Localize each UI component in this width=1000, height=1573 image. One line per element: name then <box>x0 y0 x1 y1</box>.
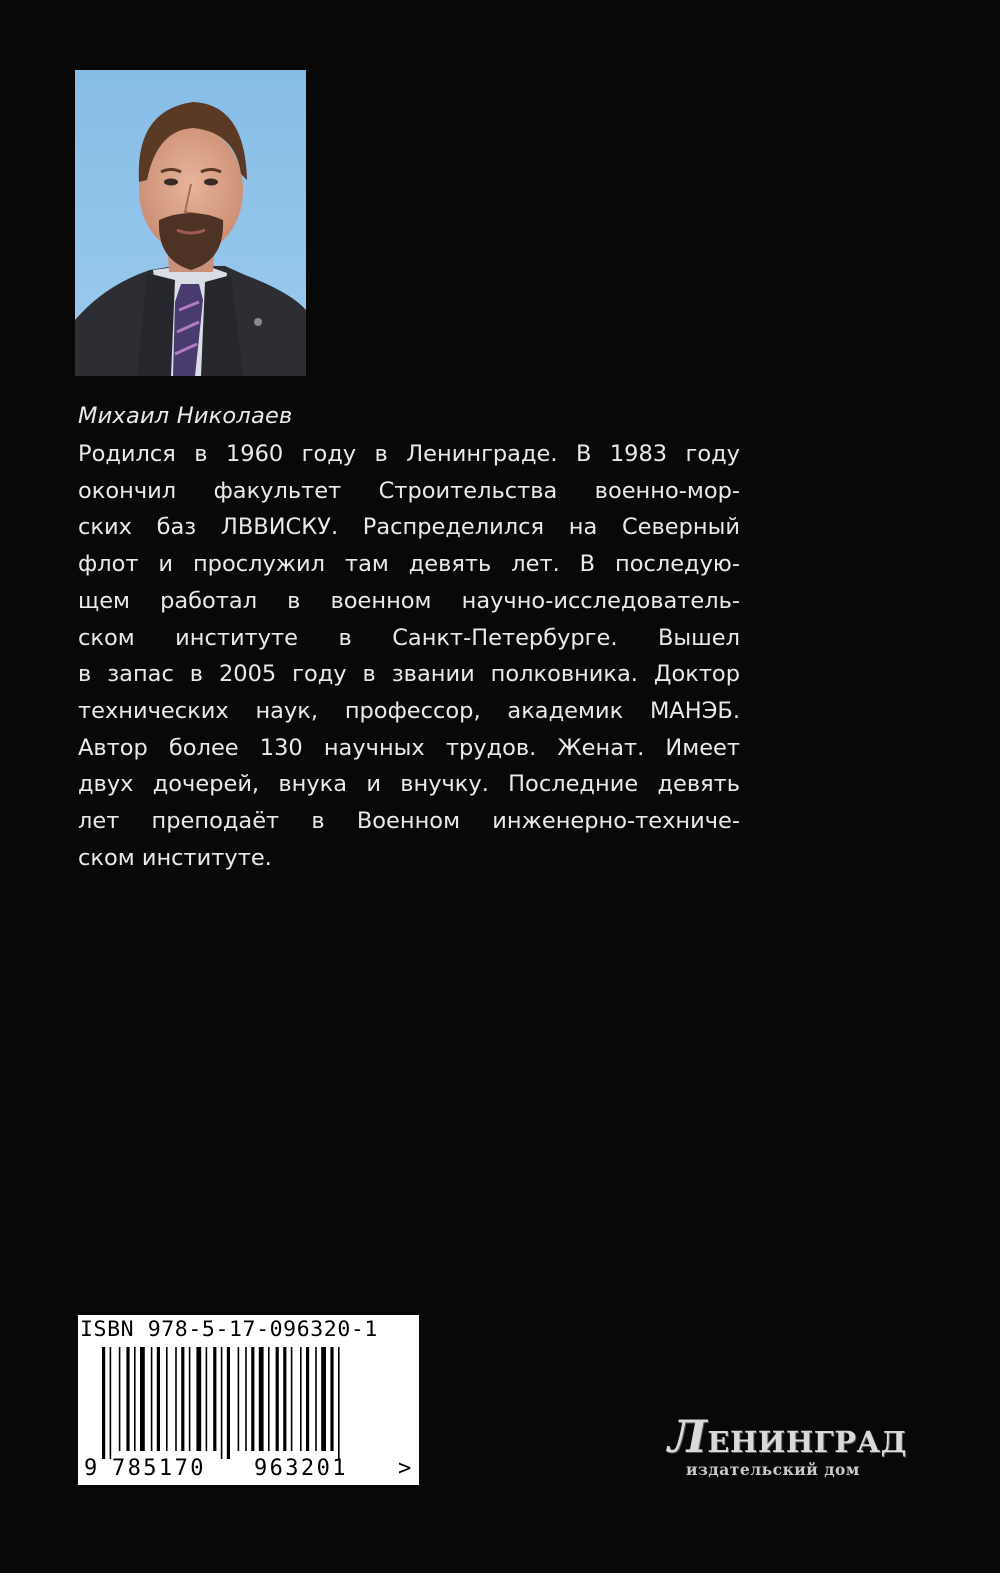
bio-line: в запас в 2005 году в звании полковника. Доктор <box>78 661 740 688</box>
bio-line: Автор более 130 научных трудов. Женат. Имеет <box>78 734 740 761</box>
isbn-number: ISBN 978-5-17-096320-1 <box>80 1317 378 1342</box>
barcode-quiet-zone-marker: > <box>398 1456 412 1481</box>
bio-line: ских баз ЛВВИСКУ. Распределился на Северный <box>78 514 740 541</box>
isbn-barcode-block <box>78 1315 419 1485</box>
author-photo <box>75 70 306 376</box>
author-biography <box>78 436 740 876</box>
publisher-name-initial: Л <box>668 1412 708 1463</box>
author-name: Михаил Николаев <box>78 403 293 429</box>
bio-line: ском институте в Санкт-Петербурге. Вышел <box>78 624 740 651</box>
bio-line: окончил факультет Строительства военно-мор- <box>78 477 740 504</box>
barcode-image <box>100 1347 400 1459</box>
barcode-first-digit: 9 <box>84 1456 98 1481</box>
bio-line: двух дочерей, внука и внучку. Последние девять <box>78 771 740 798</box>
barcode-digits <box>78 1455 419 1483</box>
bio-line: флот и прослужил там девять лет. В последую- <box>78 551 740 578</box>
bio-line: Родился в 1960 году в Ленинграде. В 1983 году <box>78 441 740 467</box>
bio-line: технических наук, профессор, академик МАНЭБ. <box>78 697 740 724</box>
publisher-logo <box>666 1412 916 1488</box>
bio-line: ском институте. <box>78 844 272 871</box>
publisher-subtitle: издательский дом <box>686 1460 860 1479</box>
barcode-left-digits: 785170 <box>112 1456 206 1481</box>
publisher-name <box>668 1412 907 1463</box>
publisher-name-rest: ЕНИНГРАД <box>707 1425 907 1459</box>
bio-line: щем работал в военном научно-исследователь- <box>78 587 740 614</box>
bio-line: лет преподаёт в Военном инженерно-техниче- <box>78 808 740 835</box>
barcode-right-digits: 963201 <box>254 1456 348 1481</box>
